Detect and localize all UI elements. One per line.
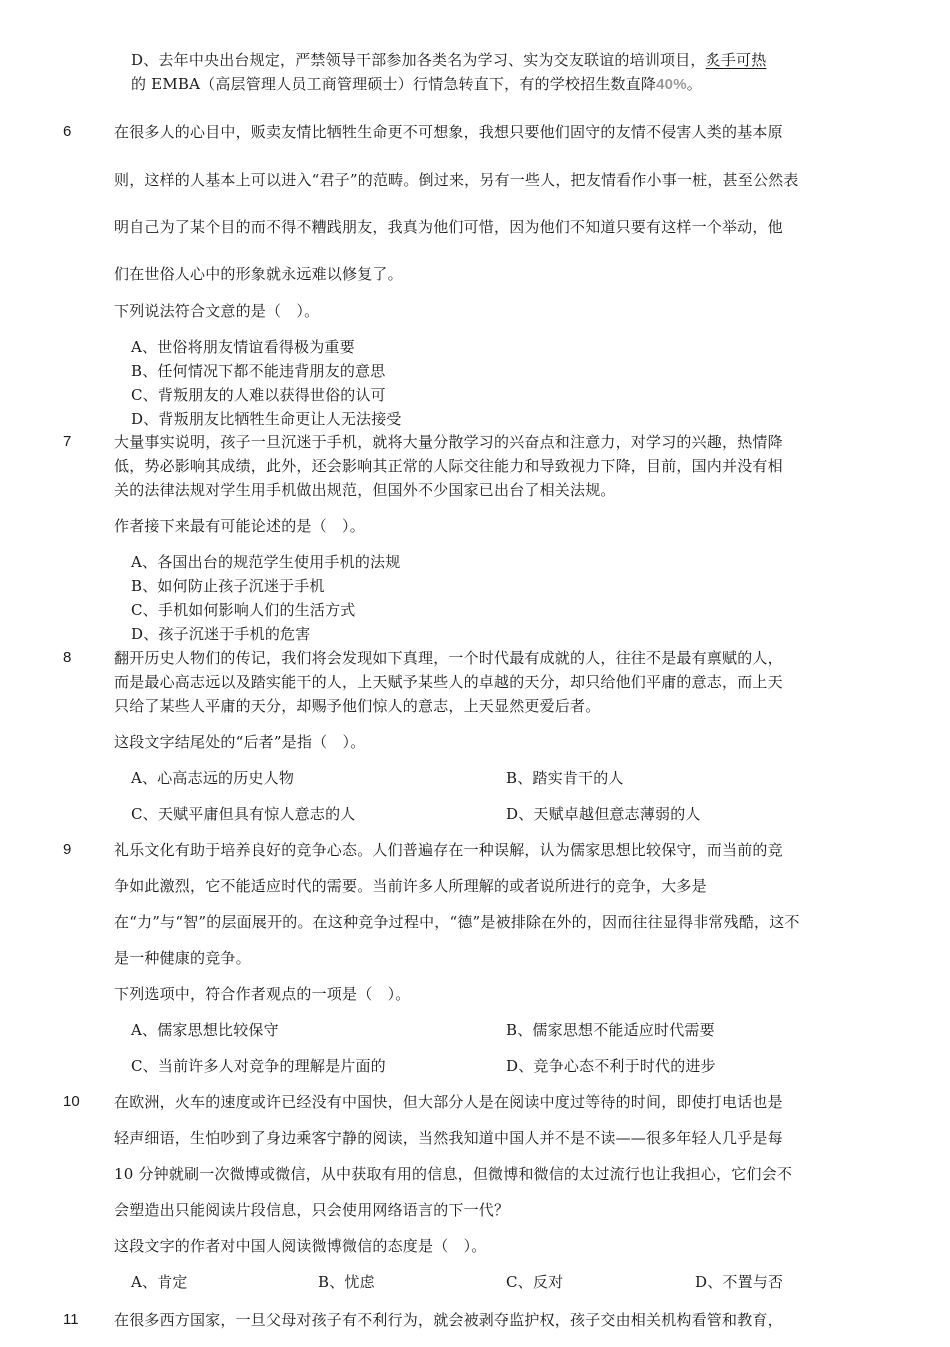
- q6-option-c[interactable]: C、背叛朋友的人难以获得世俗的认可: [131, 386, 386, 404]
- q10-passage-line: 会塑造出只能阅读片段信息，只会使用网络语言的下一代？: [114, 1201, 510, 1219]
- q7-option-c[interactable]: C、手机如何影响人们的生活方式: [131, 601, 356, 619]
- q9-option-a[interactable]: A、儒家思想比较保守: [131, 1021, 279, 1039]
- q8-passage-line: 翻开历史人物们的传记，我们将会发现如下真理，一个时代最有成就的人，往往不是最有禀赋的人，: [114, 649, 783, 667]
- q10-option-c[interactable]: C、反对: [506, 1273, 564, 1291]
- q7-passage-line: 关的法律法规对学生用手机做出规范，但国外不少国家已出台了相关法规。: [114, 481, 616, 499]
- q6-passage-line: 在很多人的心目中，贩卖友情比牺牲生命更不可想象，我想只要他们固守的友情不侵害人类的基本原: [114, 123, 783, 141]
- q5-option-d-text: D、去年中央出台规定，严禁领导干部参加各类名为学习、实为交友联谊的培训项目，: [131, 51, 706, 69]
- q10-passage-line: 在欧洲，火车的速度或许已经没有中国快，但大部分人是在阅读中度过等待的时间，即使打电话也是: [114, 1093, 783, 1111]
- q11-passage-line: 在很多西方国家，一旦父母对孩子有不利行为，就会被剥夺监护权，孩子交由相关机构看管和教育，: [114, 1311, 783, 1329]
- q6-option-d[interactable]: D、背叛朋友比牺牲生命更让人无法接受: [131, 410, 402, 428]
- q5-option-d-text-2: 的 EMBA（高层管理人员工商管理硕士）行情急转直下，有的学校招生数直降: [131, 75, 657, 93]
- q7-option-d[interactable]: D、孩子沉迷于手机的危害: [131, 625, 311, 643]
- question-number: 6: [63, 123, 72, 140]
- q7-question: 作者接下来最有可能论述的是（ ）。: [114, 517, 365, 535]
- q9-option-b[interactable]: B、儒家思想不能适应时代需要: [506, 1021, 715, 1039]
- question-number: 9: [63, 841, 72, 858]
- q5-option-d-line1: [131, 50, 766, 70]
- q8-passage-line: 只给了某些人平庸的天分，却赐予他们惊人的意志，上天显然更爱后者。: [114, 697, 601, 715]
- q9-option-d[interactable]: D、竞争心态不利于时代的进步: [506, 1057, 716, 1075]
- q8-question: 这段文字结尾处的“后者”是指（ ）。: [114, 733, 366, 751]
- q9-passage-line: 礼乐文化有助于培养良好的竞争心态。人们普遍存在一种误解，认为儒家思想比较保守，而当前的竞: [114, 841, 783, 859]
- q7-option-b[interactable]: B、如何防止孩子沉迷于手机: [131, 577, 325, 595]
- question-number: 11: [63, 1311, 79, 1328]
- q10-question: 这段文字的作者对中国人阅读微博微信的态度是（ ）。: [114, 1237, 487, 1255]
- q10-option-d[interactable]: D、不置与否: [695, 1273, 784, 1291]
- q6-passage-line: 则，这样的人基本上可以进入“君子”的范畴。倒过来，另有一些人，把友情看作小事一桩，甚至公然表: [114, 171, 799, 189]
- q9-passage-line: 争如此激烈，它不能适应时代的需要。当前许多人所理解的或者说所进行的竞争，大多是: [114, 877, 707, 895]
- q8-passage-line: 而是最心高志远以及踏实能干的人，上天赋予某些人的卓越的天分，却只给他们平庸的意志，而上天: [114, 673, 783, 691]
- q10-option-b[interactable]: B、忧虑: [318, 1273, 375, 1291]
- q7-passage-line: 低，势必影响其成绩，此外，还会影响其正常的人际交往能力和导致视力下降，目前，国内并没有相: [114, 457, 783, 475]
- q6-passage-line: 们在世俗人心中的形象就永远难以修复了。: [114, 265, 403, 283]
- q9-passage-line: 在“力”与“智”的层面展开的。在这种竞争过程中，“德”是被排除在外的，因而往往显得非常残酷，这不: [114, 913, 800, 931]
- q6-option-a[interactable]: A、世俗将朋友情谊看得极为重要: [131, 338, 355, 356]
- q8-option-c[interactable]: C、天赋平庸但具有惊人意志的人: [131, 805, 356, 823]
- q5-option-d-line2: [131, 74, 702, 95]
- q5-option-d-end: 。: [686, 75, 702, 93]
- underlined-term: 炙手可热: [705, 51, 767, 69]
- q8-option-a[interactable]: A、心高志远的历史人物: [131, 769, 295, 787]
- faint-percentage: 40%: [656, 76, 687, 93]
- q7-passage-line: 大量事实说明，孩子一旦沉迷于手机，就将大量分散学习的兴奋点和注意力，对学习的兴趣，热情降: [114, 433, 783, 451]
- q10-passage-line: 轻声细语，生怕吵到了身边乘客宁静的阅读，当然我知道中国人并不是不读——很多年轻人几乎是每: [114, 1129, 783, 1147]
- q10-option-a[interactable]: A、肯定: [131, 1273, 188, 1291]
- question-number: 7: [63, 433, 72, 450]
- q9-option-c[interactable]: C、当前许多人对竞争的理解是片面的: [131, 1057, 386, 1075]
- q10-passage-line: 10 分钟就刷一次微博或微信，从中获取有用的信息，但微博和微信的太过流行也让我担心，它们会不: [114, 1165, 793, 1183]
- q8-option-d[interactable]: D、天赋卓越但意志薄弱的人: [506, 805, 701, 823]
- q7-option-a[interactable]: A、各国出台的规范学生使用手机的法规: [131, 553, 401, 571]
- q9-question: 下列选项中，符合作者观点的一项是（ ）。: [114, 985, 411, 1003]
- q8-option-b[interactable]: B、踏实肯干的人: [506, 769, 624, 787]
- q6-passage-line: 明自己为了某个目的而不得不糟践朋友，我真为他们可惜，因为他们不知道只要有这样一个举动，他: [114, 218, 783, 236]
- q9-passage-line: 是一种健康的竞争。: [114, 949, 251, 967]
- q6-question: 下列说法符合文意的是（ ）。: [114, 302, 320, 320]
- question-number: 10: [63, 1093, 80, 1110]
- q6-option-b[interactable]: B、任何情况下都不能违背朋友的意思: [131, 362, 386, 380]
- question-number: 8: [63, 649, 72, 666]
